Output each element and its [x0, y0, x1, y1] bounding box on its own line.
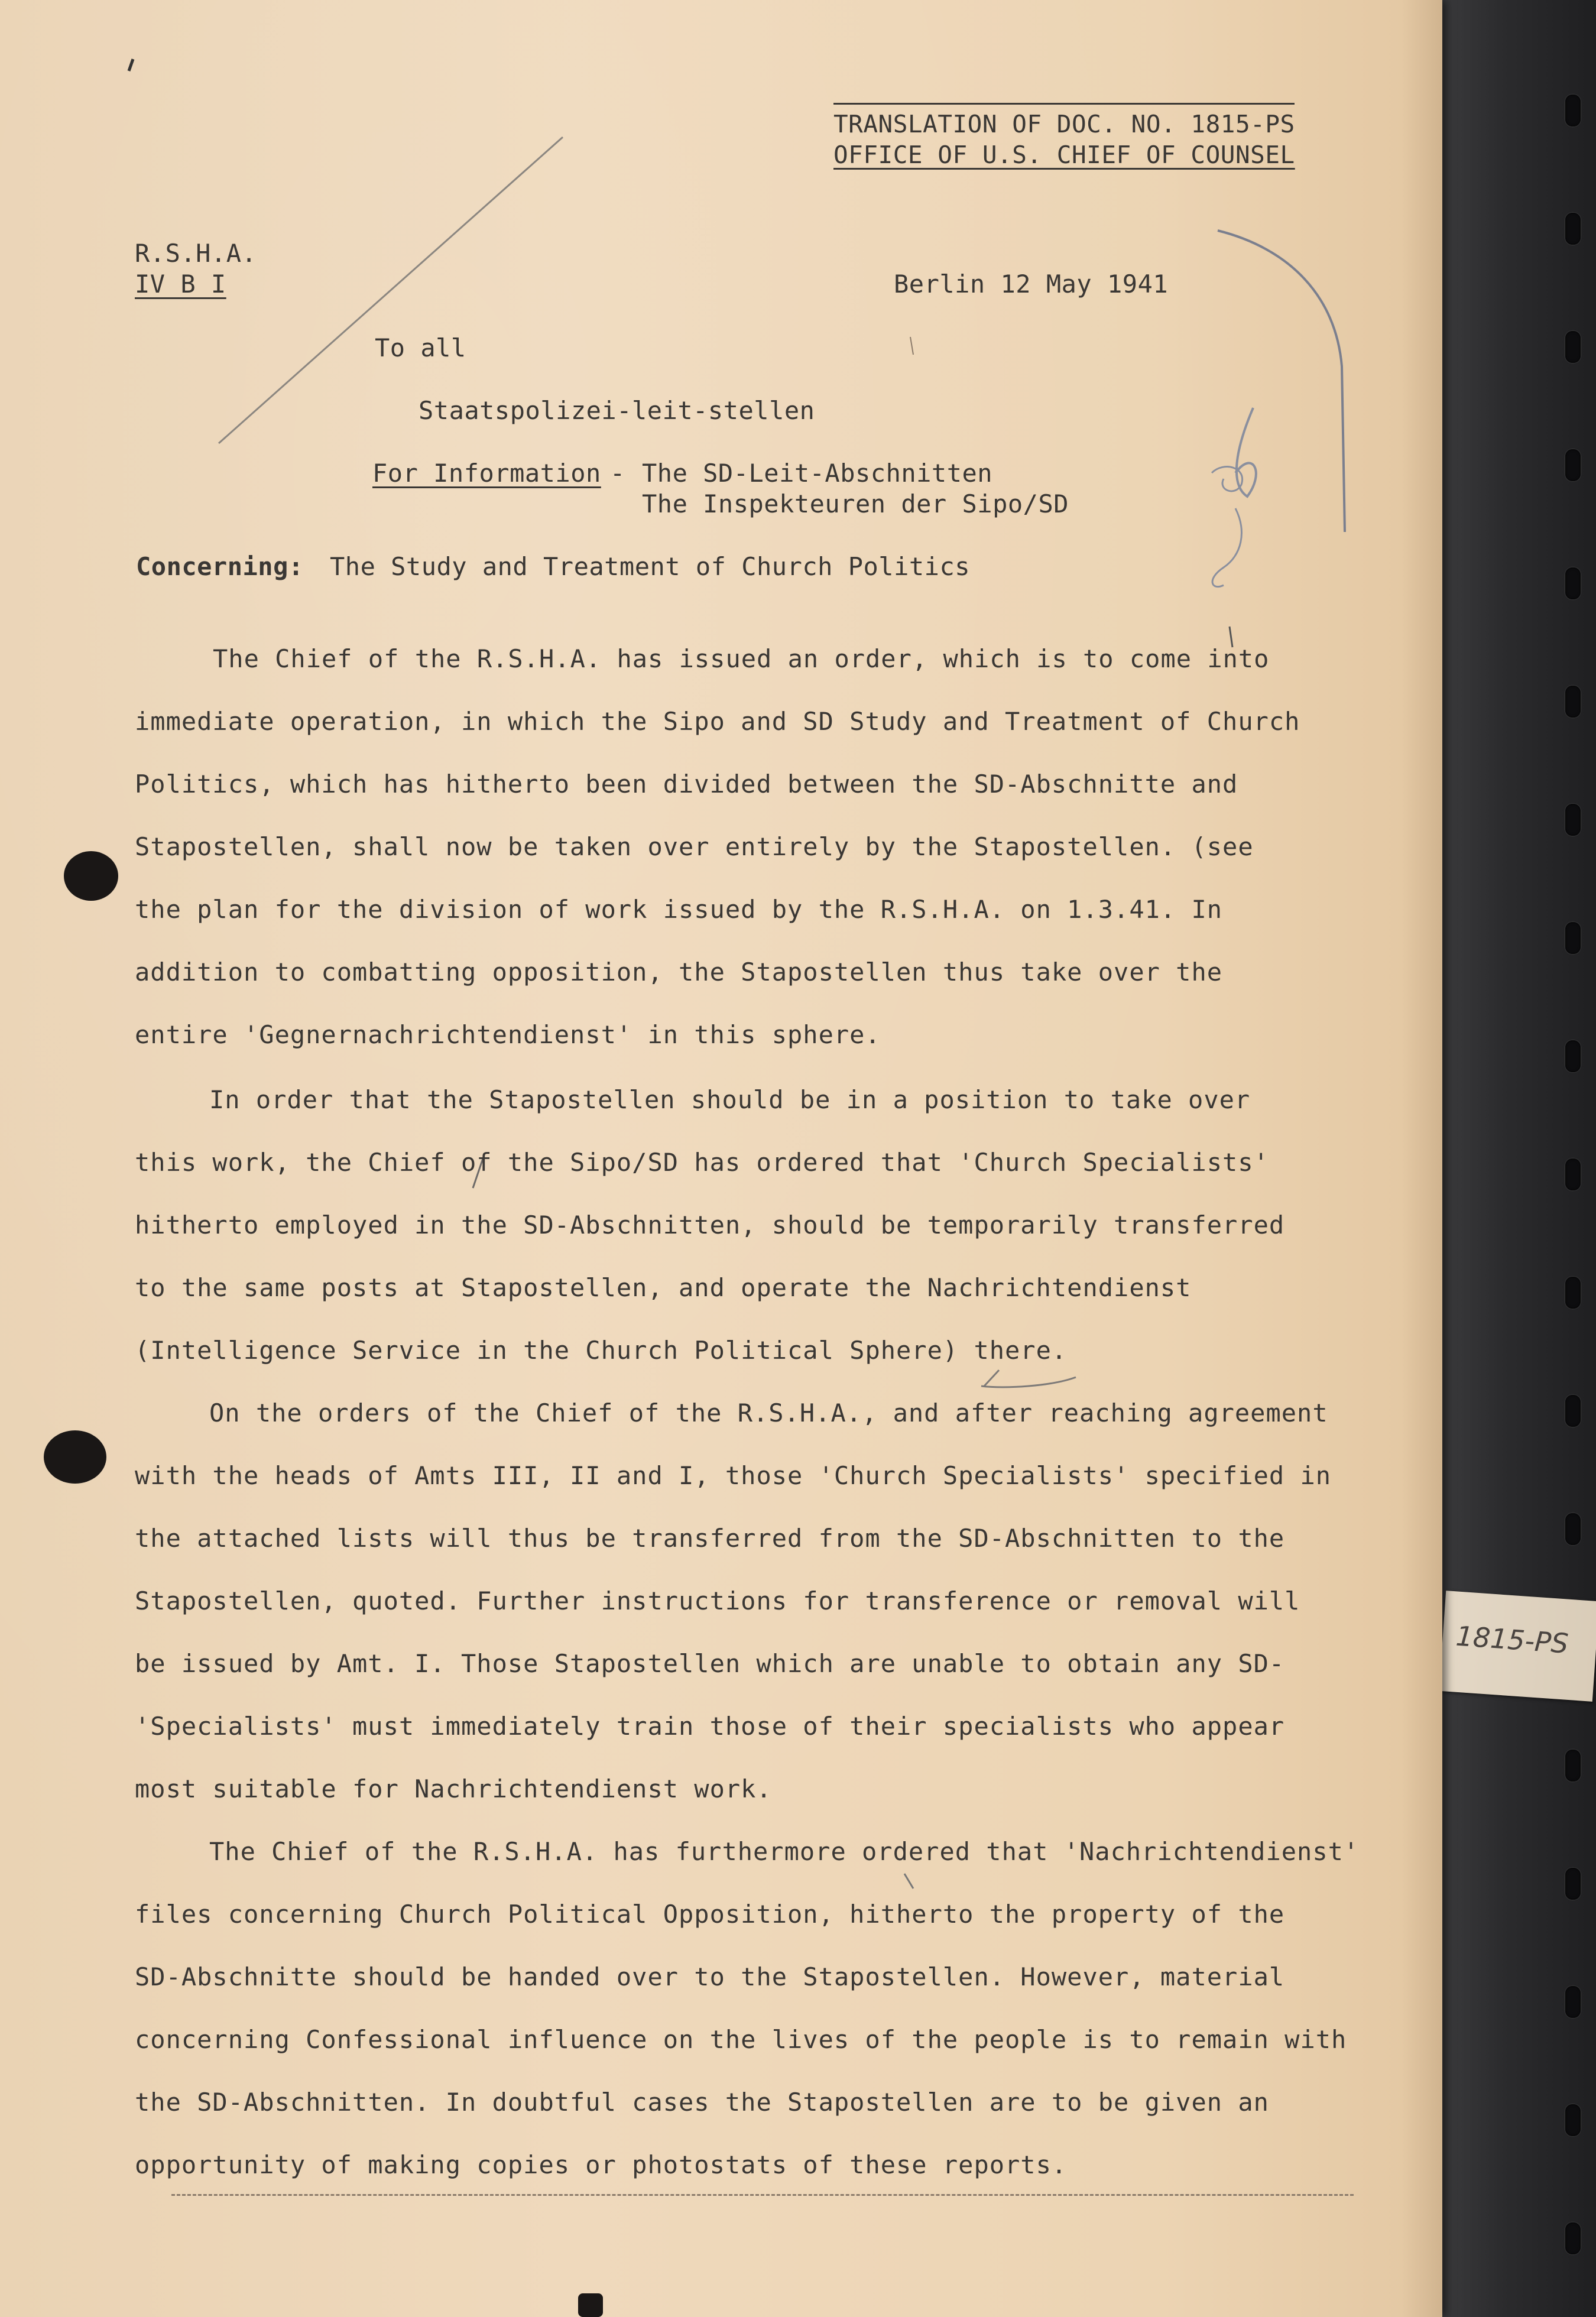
ink-blot	[64, 851, 118, 901]
for-information-recipient-2: The Inspekteuren der Sipo/SD	[642, 489, 1069, 518]
for-information-dash: -	[610, 459, 625, 488]
binder-hole	[1565, 1277, 1581, 1309]
binder-hole	[1565, 804, 1581, 836]
sender-org: R.S.H.A.	[135, 239, 257, 268]
address-to: To all	[375, 333, 466, 362]
translation-line: TRANSLATION OF DOC. NO. 1815-PS	[833, 110, 1295, 138]
ink-blot	[44, 1430, 106, 1484]
paragraph-4-line: The Chief of the R.S.H.A. has furthermore ordered that 'Nachrichtendienst'	[209, 1837, 1360, 1866]
paragraph-4-line: opportunity of making copies or photostats of these reports.	[135, 2150, 1068, 2179]
binder-hole	[1565, 213, 1581, 245]
binder-hole	[1565, 1986, 1581, 2018]
paragraph-1-line: addition to combatting opposition, the Stapostellen thus take over the	[135, 958, 1223, 986]
address-recipient: Staatspolizei-leit-stellen	[419, 396, 815, 425]
paragraph-1-line: Stapostellen, shall now be taken over entirely by the Stapostellen. (see	[135, 832, 1254, 861]
office-line: OFFICE OF U.S. CHIEF OF COUNSEL	[833, 141, 1295, 169]
binder-hole	[1565, 1868, 1581, 1900]
letter-date: Berlin 12 May 1941	[894, 270, 1169, 298]
exhibit-tab	[1439, 1591, 1596, 1702]
paragraph-1-line: The Chief of the R.S.H.A. has issued an order, which is to come into	[213, 644, 1270, 673]
paragraph-2-line: this work, the Chief of the Sipo/SD has ordered that 'Church Specialists'	[135, 1148, 1269, 1177]
for-information-recipient-1: The SD-Leit-Abschnitten	[642, 459, 993, 488]
paragraph-4-line: the SD-Abschnitten. In doubtful cases the Stapostellen are to be given an	[135, 2088, 1269, 2117]
binder-hole	[1565, 1040, 1581, 1072]
paragraph-4-line: concerning Confessional influence on the lives of the people is to remain with	[135, 2025, 1347, 2054]
binder-hole	[1565, 1750, 1581, 1781]
binder-hole	[1565, 2222, 1581, 2254]
paragraph-2-line: hitherto employed in the SD-Abschnitten, should be temporarily transferred	[135, 1211, 1285, 1239]
binder-hole	[1565, 922, 1581, 954]
binder-hole	[1565, 686, 1581, 718]
paragraph-2-line: In order that the Stapostellen should be in a position to take over	[209, 1085, 1251, 1114]
dashed-divider	[171, 2194, 1354, 2196]
paragraph-3-line: 'Specialists' must immediately train those of their specialists who appear	[135, 1712, 1285, 1741]
paragraph-3-line: On the orders of the Chief of the R.S.H.A., and after reaching agreement	[209, 1398, 1328, 1427]
binder-hole	[1565, 331, 1581, 363]
exhibit-tab-label: 1815-PS	[1455, 1620, 1569, 1660]
sender-dept: IV B I	[135, 270, 226, 298]
binder-hole	[1565, 1513, 1581, 1545]
paragraph-3-line: the attached lists will thus be transferred from the SD-Abschnitten to the	[135, 1524, 1285, 1553]
paragraph-3-line: Stapostellen, quoted. Further instructions for transference or removal will	[135, 1586, 1300, 1615]
binder-hole	[1565, 2104, 1581, 2136]
paragraph-1-line: entire 'Gegnernachrichtendienst' in this sphere.	[135, 1020, 881, 1049]
paragraph-2-line: (Intelligence Service in the Church Political Sphere) there.	[135, 1336, 1068, 1365]
paragraph-1-line: the plan for the division of work issued by the R.S.H.A. on 1.3.41. In	[135, 895, 1223, 924]
subject-text: The Study and Treatment of Church Politics	[330, 552, 971, 581]
paragraph-2-line: to the same posts at Stapostellen, and operate the Nachrichtendienst	[135, 1273, 1192, 1302]
paragraph-3-line: most suitable for Nachrichtendienst work.	[135, 1774, 772, 1803]
paragraph-3-line: be issued by Amt. I. Those Stapostellen which are unable to obtain any SD-	[135, 1649, 1285, 1678]
binder-hole	[1565, 1158, 1581, 1190]
subject-label: Concerning:	[136, 552, 304, 581]
binder-hole	[1565, 567, 1581, 599]
ink-blot	[578, 2293, 603, 2317]
binder-hole	[1565, 95, 1581, 126]
paragraph-1-line: Politics, which has hitherto been divided between the SD-Abschnitte and	[135, 770, 1238, 799]
binder-hole	[1565, 1395, 1581, 1427]
paragraph-4-line: SD-Abschnitte should be handed over to the Stapostellen. However, material	[135, 1962, 1285, 1991]
paragraph-3-line: with the heads of Amts III, II and I, those 'Church Specialists' specified in	[135, 1461, 1332, 1490]
header-rule	[833, 103, 1295, 105]
binder-hole	[1565, 449, 1581, 481]
paragraph-1-line: immediate operation, in which the Sipo and SD Study and Treatment of Church	[135, 707, 1300, 736]
paragraph-4-line: files concerning Church Political Opposition, hitherto the property of the	[135, 1900, 1285, 1929]
for-information-label: For Information	[372, 459, 601, 488]
